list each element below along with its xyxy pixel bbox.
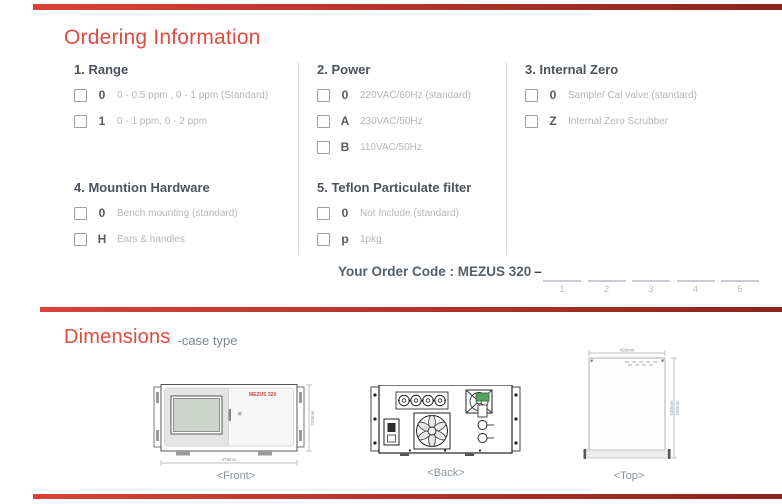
group-title: 2. Power	[317, 62, 371, 77]
option-label: 220VAC/60Hz (standard)	[360, 89, 471, 101]
option-checkbox[interactable]	[525, 89, 538, 102]
option-code: 0	[341, 206, 349, 220]
bottom-accent-bar	[33, 494, 782, 499]
option-code: B	[340, 140, 350, 154]
option-checkbox[interactable]	[74, 115, 87, 128]
option-checkbox[interactable]	[317, 141, 330, 154]
option-code: Z	[549, 114, 557, 128]
ordering-title: Ordering Information	[64, 26, 261, 49]
option-checkbox[interactable]	[74, 207, 87, 220]
option-checkbox[interactable]	[317, 207, 330, 220]
option-label: Bench mounting (standard)	[117, 207, 238, 219]
group-title: 3. Internal Zero	[525, 62, 619, 77]
blank-number: 2	[603, 284, 609, 294]
order-code-blank	[677, 280, 715, 294]
option-code: p	[341, 232, 349, 246]
top-accent-bar	[33, 4, 782, 10]
group-title: 5. Teflon Particulate filter	[317, 180, 472, 195]
option-label: 110VAC/50Hz	[360, 141, 422, 153]
order-code-blank	[721, 280, 759, 294]
option-code: H	[97, 232, 107, 246]
top-width-label: 428mm	[619, 347, 635, 353]
ordering-group-teflon-filter	[317, 180, 506, 246]
top-depth-label-2: 595mm	[675, 400, 680, 416]
ordering-column-3	[506, 62, 720, 255]
option-row	[317, 88, 506, 102]
option-row	[74, 88, 298, 102]
option-label: Not Include (standard)	[360, 207, 459, 219]
option-row	[525, 88, 720, 102]
option-label: Sample/ Cal valve (standard)	[568, 89, 697, 101]
option-row	[74, 114, 298, 128]
order-code	[338, 264, 542, 279]
option-row	[74, 206, 298, 220]
option-row	[74, 232, 298, 246]
dimensions-title: Dimensions	[64, 326, 171, 348]
front-panel-logo: MEZUS 320	[249, 392, 277, 398]
option-code: 1	[98, 114, 106, 128]
top-view-drawing	[573, 346, 685, 466]
option-checkbox[interactable]	[317, 115, 330, 128]
ordering-group-mounting-hardware	[74, 180, 298, 246]
option-row	[317, 140, 506, 154]
front-height-label: 230mm	[310, 410, 315, 426]
order-code-blank	[632, 280, 670, 294]
option-label: Internal Zero Scrubber	[568, 115, 669, 127]
order-code-dash: –	[534, 264, 542, 279]
option-row	[317, 114, 506, 128]
ordering-grid	[60, 62, 720, 255]
order-code-blank	[543, 280, 581, 294]
option-row	[525, 114, 720, 128]
back-view-drawing	[370, 385, 522, 463]
option-label: Ears & handles	[117, 233, 185, 245]
blank-number: 3	[648, 284, 654, 294]
top-view-caption: <Top>	[613, 470, 645, 482]
option-label: 0 - 0.5 ppm , 0 - 1 ppm (Standard)	[117, 89, 269, 101]
dimensions-section-heading	[52, 326, 237, 349]
ordering-group-range	[74, 62, 298, 180]
option-checkbox[interactable]	[317, 233, 330, 246]
ordering-group-power	[317, 62, 506, 180]
group-title: 1. Range	[74, 62, 129, 77]
front-view-caption: <Front>	[216, 470, 256, 482]
front-view-drawing	[152, 383, 320, 468]
option-row	[317, 232, 506, 246]
order-code-label: Your Order Code : MEZUS 320	[338, 264, 532, 279]
group-title: 4. Mountion Hardware	[74, 180, 210, 195]
option-checkbox[interactable]	[74, 89, 87, 102]
back-view-caption: <Back>	[427, 467, 465, 479]
option-code: A	[340, 114, 350, 128]
option-code: 0	[98, 88, 106, 102]
order-code-blank	[588, 280, 626, 294]
option-checkbox[interactable]	[74, 233, 87, 246]
option-label: 0 - 1 ppm, 0 - 2 ppm	[117, 115, 208, 127]
section-divider-bar	[40, 307, 782, 312]
blank-number: 4	[692, 284, 698, 294]
option-code: 0	[98, 206, 106, 220]
ordering-column-1	[60, 62, 298, 255]
dimensions-subtitle: -case type	[177, 333, 238, 348]
option-label: 1pkg	[360, 233, 382, 245]
blank-number: 5	[737, 284, 743, 294]
ordering-group-internal-zero	[525, 62, 720, 180]
ordering-column-2	[298, 62, 506, 255]
option-label: 230VAC/50Hz	[360, 115, 423, 127]
order-code-blanks	[543, 280, 767, 294]
option-code: 0	[341, 88, 349, 102]
option-checkbox[interactable]	[525, 115, 538, 128]
front-width-label: 479mm	[221, 457, 237, 462]
blank-number: 1	[559, 284, 565, 294]
option-checkbox[interactable]	[317, 89, 330, 102]
option-row	[317, 206, 506, 220]
top-depth-label-1: 540mm	[669, 400, 674, 416]
option-code: 0	[549, 88, 557, 102]
ordering-section-heading	[52, 26, 261, 50]
